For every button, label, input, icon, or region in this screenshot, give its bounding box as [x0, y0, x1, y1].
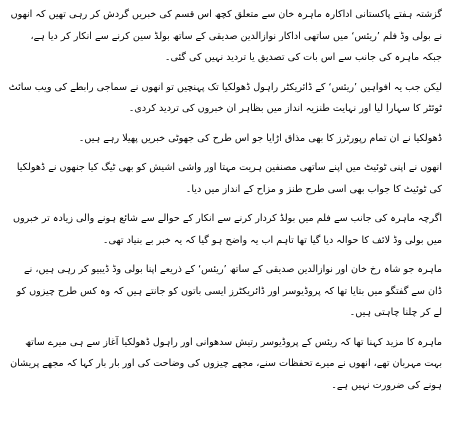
article-paragraph: انھوں نے اپنی ٹوئیٹ میں اپنے ساتھی مصنفین ہریت مہتا اور واشی اشیش کو بھی ٹیگ کیا جنھوں نے ڈھولکیا کی ٹوئیٹ کا جواب بھی اسی طرح طنز و مزاح کے انداز میں دیا۔ — [16, 162, 442, 195]
article-paragraph: ماہرہ کا مزید کہنا تھا کہ ریئس کے پروڈیوسر رتیش سدھوانی اور راہول ڈھولکیا آغاز سے ہی میرے ساتھ بہت مہربان تھے، انھوں نے میرے تحفظات سنے، مجھے چیزوں کی وضاحت کی اور بار بار کہا کہ مجھے پریشان ہونے کی ضرورت نہیں ہے۔ — [10, 336, 442, 391]
article-paragraph: ماہرہ جو شاہ رخ خان اور نوازالدین صدیقی کے ساتھ ’ریئس‘ کے ذریعے اپنا بولی وڈ ڈیبیو کر رہی ہیں، نے ڈان سے گفتگو میں بتایا تھا کہ پروڈیوسر اور ڈائریکٹرز ایسی باتوں کو جانتے ہیں کہ وہ کس طرح چیزوں کو لے کر چلنا چاہتی ہیں۔ — [16, 264, 442, 318]
article-paragraph: گزشتہ ہفتے پاکستانی اداکارہ ماہرہ خان سے متعلق کچھ اس قسم کی خبریں گردش کر رہی تھیں کہ انھوں نے بولی وڈ فلم ’ریئس‘ میں ساتھی اداکار نوازالدین صدیقی کے ساتھ بولڈ سین کرنے سے انکار کر دیا ہے، جبکہ ماہرہ کی جانب سے اس بات کی تصدیق یا تردید نہیں کی گئی۔ — [10, 9, 442, 63]
article-paragraph: لیکن جب یہ افواہیں ’ریئس‘ کے ڈائریکٹر راہول ڈھولکیا تک پہنچیں تو انھوں نے سماجی رابطے کی ویب سائٹ ٹوئٹر کا سہارا لیا اور نہایت طنزیہ انداز میں بظاہر ان خبروں کی تردید کردی۔ — [8, 81, 442, 114]
article-paragraph: ڈھولکیا نے ان تمام رپورٹرز کا بھی مذاق اڑایا جو اس طرح کی جھوٹی خبریں پھیلا رہے ہیں۔ — [78, 132, 442, 144]
article-paragraph: اگرچہ ماہرہ کی جانب سے فلم میں بولڈ کردار کرنے سے انکار کے حوالے سے شائع ہونے والی زیادہ تر خبروں میں بولی وڈ لائف کا حوالہ دیا گیا تھا تاہم اب یہ واضح ہو گیا کہ یہ خبر بے بنیاد تھی۔ — [13, 213, 442, 246]
